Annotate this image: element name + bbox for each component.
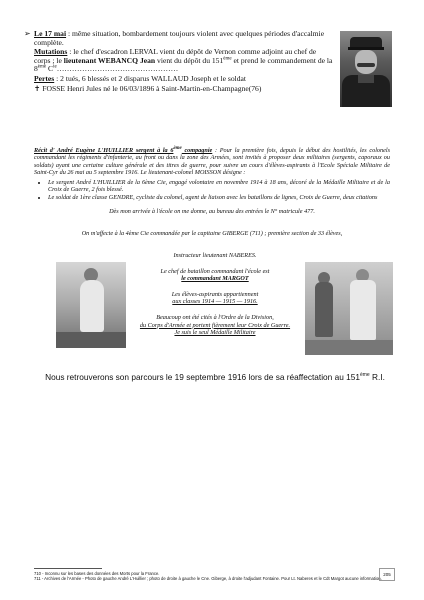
footnote: 710 - Inconnu sur les bases des données des Morts pour la France. bbox=[34, 571, 160, 576]
mutations-text-2: vient du dépôt du 151 bbox=[155, 55, 224, 65]
mutations-lieutenant: lieutenant WEBANCQ Jean bbox=[63, 55, 156, 65]
fosse-line: ✝ FOSSE Henri Jules né le 06/03/1896 à Saint-Martin-en-Champagne(76) bbox=[34, 83, 262, 93]
officer-portrait-photo bbox=[340, 31, 392, 107]
pertes-paragraph bbox=[34, 75, 334, 84]
mutations-text: : le chef d'escadron LERVAL vient du dépôt de Vernon comme adjoint au chef de corps ; le bbox=[34, 47, 317, 65]
footnote: 711 - Archives de l'Armée - Photo de gauche André L'Huillier ; photo de droite à gauche le Cne. Giberge, à droite l'adjudant Fontaine. Pour Lt. Naberes et le Cdt Margot aucune information. bbox=[34, 576, 382, 582]
recit-title: Récit d' André Eugène L'HUILLIER sergent à la 6 bbox=[34, 147, 174, 154]
footnotes bbox=[34, 571, 390, 581]
top-section bbox=[24, 29, 334, 94]
date-label: Le 17 mai bbox=[34, 29, 67, 38]
mutations-text-4: C bbox=[46, 64, 54, 74]
instructeur-line: Instructeur lieutenant NABERES. bbox=[173, 252, 257, 259]
superscript: ie bbox=[53, 64, 57, 70]
mid-text-block bbox=[132, 252, 298, 337]
eleves-line: Les élèves-aspirants appartiennent bbox=[171, 290, 259, 298]
page-number: 205 bbox=[379, 568, 395, 581]
superscript: ème bbox=[359, 372, 370, 379]
recit-intro bbox=[34, 147, 390, 177]
cites-line: Beaucoup ont été cités à l'Ordre de la Division, bbox=[156, 313, 274, 321]
date-text: : même situation, bombardement toujours violent avec quelques périodes d'accalmie complète. bbox=[34, 29, 325, 47]
classes-line: aux classes 1914 — 1915 — 1916. bbox=[172, 298, 258, 306]
recit-title-end: compagnie bbox=[181, 147, 213, 154]
recit-intro-text: : Pour la première fois, depuis le début des hostilités, les colonels commandant les régiments d'infanterie, au front ou dans la zone des Armées, sont invités à proposer deux militaires (sergents, caporaux ou soldats) ayant une certaine culture générale et des titres de guerre, pour suivre un cours d'élèves-aspirants à l'Ecole Spéciale Militaire de Saint-Cyr du 26 mai au 5 septembre 1916. Le lieutenant-colonel MOISSON désigne : bbox=[34, 147, 390, 177]
arrivee-line: Dès mon arrivée à l'école on me donne, au bureau des entrées le N° matricule 477. bbox=[109, 208, 315, 215]
pertes-text: : 2 tués, 6 blessés et 2 disparus WALLAUD Joseph et le soldat bbox=[54, 73, 247, 83]
mutations-text-3: et prend le commandement de la 8 bbox=[34, 55, 333, 74]
arrow-bullet-icon: ➢ bbox=[24, 29, 31, 38]
list-item: • Le soldat de 1ère classe GENDRE, cycliste du colonel, agent de liaison avec les bataillons de lignes, Croix de Guerre, deux citations bbox=[48, 194, 390, 201]
parcours-line bbox=[40, 372, 390, 382]
footnote-divider bbox=[34, 568, 102, 569]
designation-list bbox=[34, 179, 390, 202]
soldier-photo-left bbox=[56, 262, 126, 348]
affecte-line: On m'affecte à la 4ème Cie commandée par le capitaine GIBERGE (711) ; première section de 33 élèves, bbox=[81, 230, 343, 237]
commandant-line: le commandant MARGOT bbox=[181, 275, 249, 283]
superscript: ème bbox=[37, 64, 47, 70]
recit-section bbox=[34, 147, 390, 203]
chef-line: Le chef de bataillon commandant l'école est bbox=[160, 267, 270, 275]
officers-photo-right bbox=[305, 262, 393, 355]
corps-line: du Corps d'Armée et portent fièrement leur Croix de Guerre. bbox=[139, 321, 291, 329]
list-item: • Le sergent André L'HUILLIER de la 6ème Cie, engagé volontaire en novembre 1914 à 18 ans, décoré de la Médaille Militaire et de la Croix de Guerre, 2 fois blessé. bbox=[48, 179, 390, 194]
mutations-label: Mutations bbox=[34, 47, 68, 57]
date-paragraph bbox=[34, 30, 334, 47]
pertes-label: Pertes bbox=[34, 73, 55, 83]
parcours-text: Nous retrouverons son parcours le 19 septembre 1916 lors de sa réaffectation au 151 bbox=[45, 372, 360, 382]
medaille-line: Je suis le seul Médaille Militaire bbox=[174, 329, 256, 337]
superscript: ème bbox=[223, 56, 232, 62]
parcours-end: R.I. bbox=[369, 372, 385, 382]
mutations-paragraph bbox=[34, 48, 334, 74]
mutations-dots: ………………………………………… bbox=[56, 64, 179, 74]
superscript: ème bbox=[173, 145, 182, 151]
